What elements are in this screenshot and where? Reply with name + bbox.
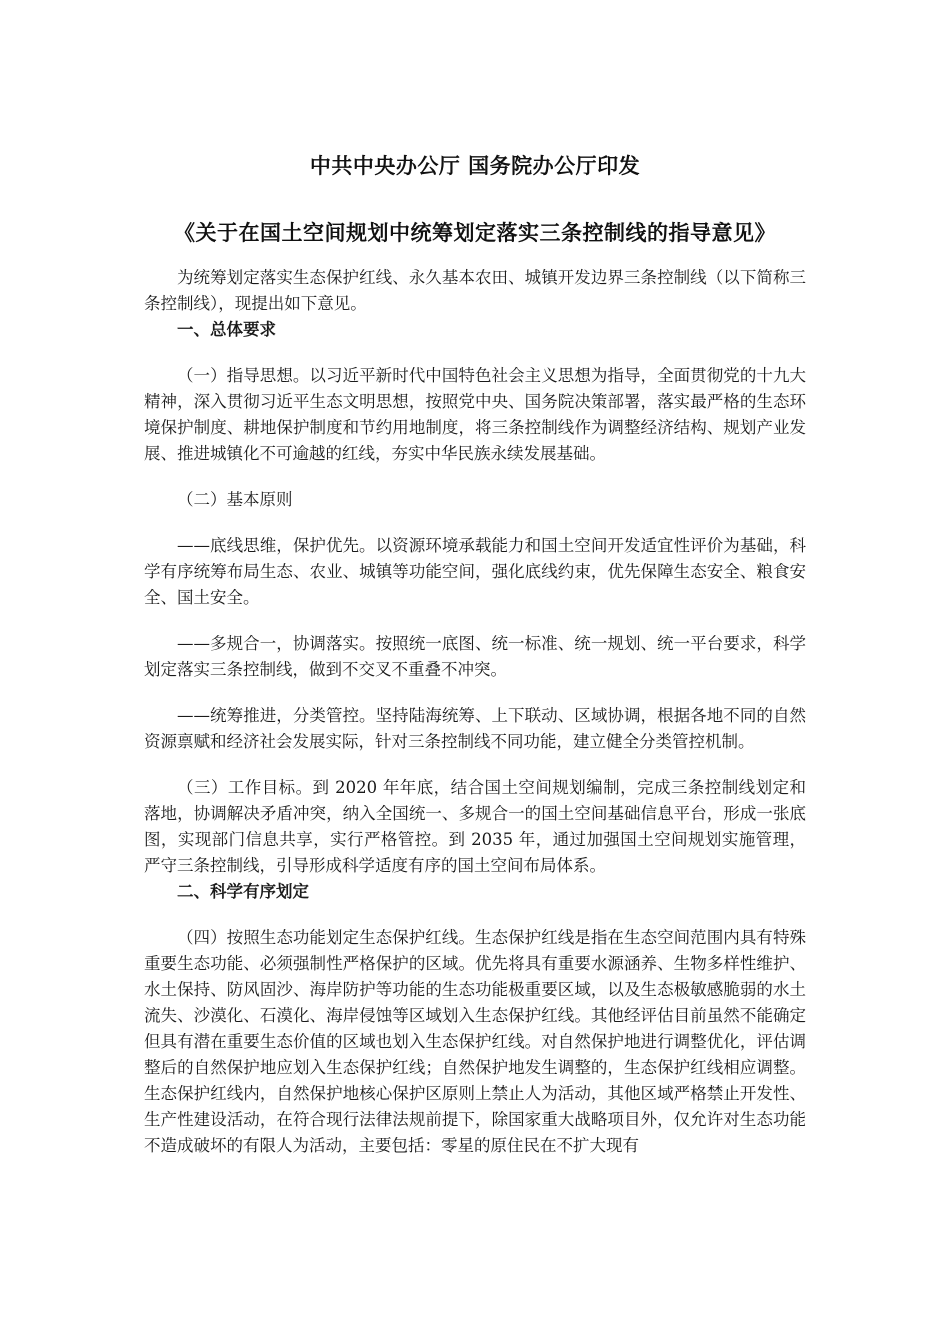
section-heading-scientific-delineation: 二、科学有序划定	[177, 882, 309, 901]
section-heading-general-requirements: 一、总体要求	[177, 320, 276, 339]
document-body	[144, 265, 806, 1159]
paragraph-principle-multi-plan: ——多规合一，协调落实。按照统一底图、统一标准、统一规划、统一平台要求，科学划定落实三条控制线，做到不交叉不重叠不冲突。	[144, 634, 806, 679]
paragraph-ecological-red-line: （四）按照生态功能划定生态保护红线。生态保护红线是指在生态空间范围内具有特殊重要生态功能、必须强制性严格保护的区域。优先将具有重要水源涵养、生物多样性维护、水土保持、防风固沙、海岸防护等功能的生态功能极重要区域，以及生态极敏感脆弱的水土流失、沙漠化、石漠化、海岸侵蚀等区域划入生态保护红线。其他经评估目前虽然不能确定但具有潜在重要生态价值的区域也划入生态保护红线。对自然保护地进行调整优化，评估调整后的自然保护地应划入生态保护红线；自然保护地发生调整的，生态保护红线相应调整。生态保护红线内，自然保护地核心保护区原则上禁止人为活动，其他区域严格禁止开发性、生产性建设活动，在符合现行法律法规前提下，除国家重大战略项目外，仅允许对生态功能不造成破坏的有限人为活动，主要包括：零星的原住民在不扩大现有	[144, 928, 806, 1155]
paragraph-work-goals: （三）工作目标。到 2020 年年底，结合国土空间规划编制，完成三条控制线划定和落地，协调解决矛盾冲突，纳入全国统一、多规合一的国土空间基础信息平台，形成一张底图，实现部门信息共享，实行严格管控。到 2035 年，通过加强国土空间规划实施管理，严守三条控制线，引导形成科学适度有序的国土空间布局体系。	[144, 778, 806, 875]
intro-paragraph: 为统筹划定落实生态保护红线、永久基本农田、城镇开发边界三条控制线（以下简称三条控制线），现提出如下意见。	[144, 268, 806, 313]
paragraph-basic-principles: （二）基本原则	[177, 490, 293, 509]
document-title-name: 《关于在国土空间规划中统筹划定落实三条控制线的指导意见》	[174, 221, 776, 245]
paragraph-guiding-ideology: （一）指导思想。以习近平新时代中国特色社会主义思想为指导，全面贯彻党的十九大精神，深入贯彻习近平生态文明思想，按照党中央、国务院决策部署，落实最严格的生态环境保护制度、耕地保护制度和节约用地制度，将三条控制线作为调整经济结构、规划产业发展、推进城镇化不可逾越的红线，夯实中华民族永续发展基础。	[144, 366, 806, 463]
document-title-issuer: 中共中央办公厅 国务院办公厅印发	[309, 154, 641, 178]
paragraph-principle-bottom-line: ——底线思维，保护优先。以资源环境承载能力和国土空间开发适宜性评价为基础，科学有序统筹布局生态、农业、城镇等功能空间，强化底线约束，优先保障生态安全、粮食安全、国土安全。	[144, 536, 806, 607]
paragraph-principle-coordination: ——统筹推进，分类管控。坚持陆海统筹、上下联动、区域协调，根据各地不同的自然资源禀赋和经济社会发展实际，针对三条控制线不同功能，建立健全分类管控机制。	[144, 706, 806, 751]
